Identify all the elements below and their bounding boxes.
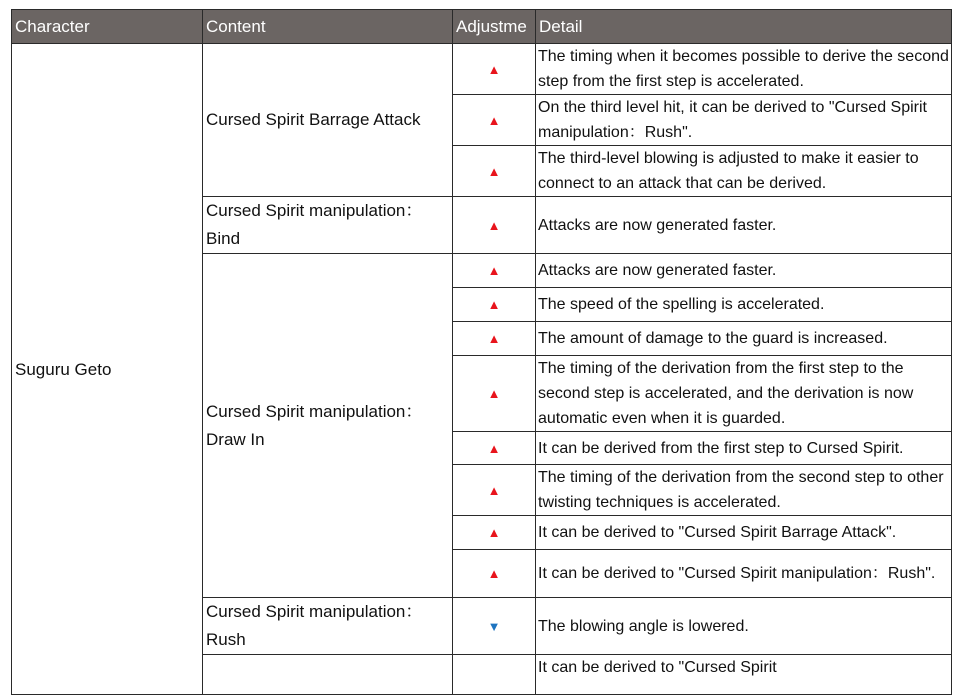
table-body: [12, 44, 952, 695]
detail-cell: It can be derived to "Cursed Spirit Barrage Attack".: [536, 516, 952, 550]
detail-cell: The blowing angle is lowered.: [536, 598, 952, 655]
character-cell: Suguru Geto: [12, 44, 203, 695]
content-cell: [203, 655, 453, 695]
adjustment-cell: [453, 197, 536, 254]
detail-cell: The speed of the spelling is accelerated.: [536, 288, 952, 322]
header-row: [12, 10, 952, 44]
buff-triangle-icon: ▲: [487, 331, 501, 346]
adjustment-cell: [453, 655, 536, 695]
detail-cell: The third-level blowing is adjusted to make it easier to connect to an attack that can be derived.: [536, 146, 952, 197]
header-adjustment: Adjustme: [453, 10, 536, 44]
buff-triangle-icon: ▲: [487, 61, 501, 77]
detail-cell: Attacks are now generated faster.: [536, 197, 952, 254]
detail-cell: It can be derived to "Cursed Spirit: [536, 655, 952, 695]
buff-triangle-icon: ▲: [487, 440, 501, 456]
header-detail: Detail: [536, 10, 952, 44]
buff-triangle-icon: ▲: [487, 482, 501, 498]
adjustment-cell: [453, 146, 536, 197]
adjustment-cell: [453, 322, 536, 356]
adjustment-cell: [453, 44, 536, 95]
adjustment-cell: [453, 432, 536, 465]
adjustment-cell: [453, 598, 536, 655]
header-character: Character: [12, 10, 203, 44]
buff-triangle-icon: ▲: [487, 525, 501, 540]
adjustment-cell: [453, 254, 536, 288]
adjustment-cell: [453, 550, 536, 598]
detail-cell: The timing of the derivation from the first step to the second step is accelerated, and the derivation is now automatic even when it is guarded.: [536, 356, 952, 432]
patch-notes-sheet: [11, 9, 952, 695]
table-row: [12, 44, 952, 95]
content-cell: Cursed Spirit manipulation：Bind: [203, 197, 453, 254]
buff-triangle-icon: ▲: [487, 217, 501, 233]
detail-cell: The timing of the derivation from the second step to other twisting techniques is accelerated.: [536, 465, 952, 516]
header-content: Content: [203, 10, 453, 44]
detail-cell: On the third level hit, it can be derived to "Cursed Spirit manipulation：Rush".: [536, 95, 952, 146]
content-cell: Cursed Spirit Barrage Attack: [203, 44, 453, 197]
adjustment-cell: [453, 465, 536, 516]
adjustments-table: [11, 9, 952, 695]
content-cell: Cursed Spirit manipulation：Rush: [203, 598, 453, 655]
buff-triangle-icon: ▲: [487, 112, 501, 128]
buff-triangle-icon: ▲: [487, 386, 501, 401]
buff-triangle-icon: ▲: [487, 163, 501, 179]
buff-triangle-icon: ▲: [487, 297, 501, 312]
adjustment-cell: [453, 288, 536, 322]
nerf-triangle-icon: ▼: [487, 618, 501, 634]
adjustment-cell: [453, 516, 536, 550]
detail-cell: It can be derived from the first step to Cursed Spirit.: [536, 432, 952, 465]
buff-triangle-icon: ▲: [487, 566, 501, 581]
detail-cell: The amount of damage to the guard is increased.: [536, 322, 952, 356]
buff-triangle-icon: ▲: [487, 263, 501, 278]
detail-cell: The timing when it becomes possible to derive the second step from the first step is accelerated.: [536, 44, 952, 95]
adjustment-cell: [453, 95, 536, 146]
detail-cell: It can be derived to "Cursed Spirit manipulation：Rush".: [536, 550, 952, 598]
adjustment-cell: [453, 356, 536, 432]
detail-cell: Attacks are now generated faster.: [536, 254, 952, 288]
content-cell: Cursed Spirit manipulation：Draw In: [203, 254, 453, 598]
